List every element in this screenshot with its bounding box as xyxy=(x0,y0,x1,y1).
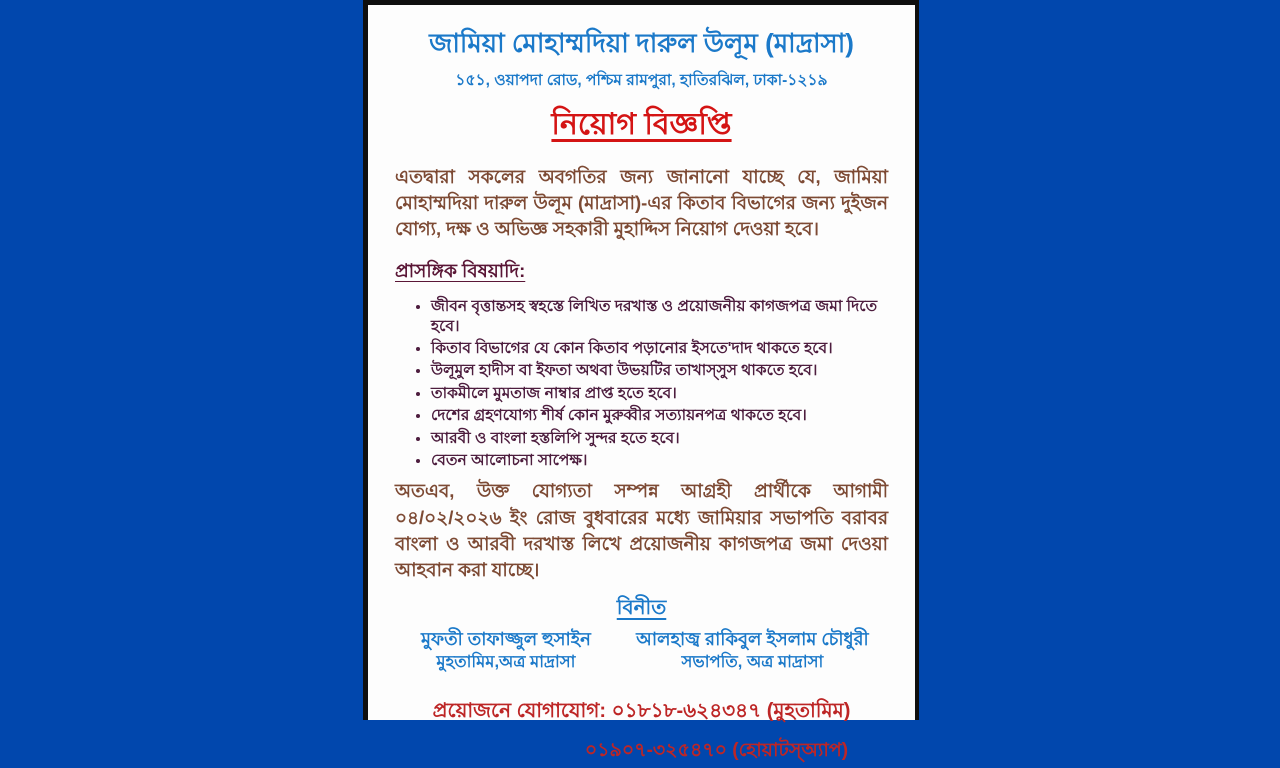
notice-title-wrap xyxy=(395,105,888,144)
salutation-wrap xyxy=(395,593,888,626)
notice-document-page xyxy=(363,0,919,762)
section-heading: প্রাসঙ্গিক বিষয়াদি: xyxy=(395,260,526,282)
signature-right xyxy=(617,628,888,673)
requirements-list xyxy=(395,297,888,470)
signature-left xyxy=(395,628,617,673)
intro-paragraph: এতদ্বারা সকলের অবগতির জন্য জানানো যাচ্ছে যে, জামিয়া মোহাম্মদিয়া দারুল উলূম (মাদ্রাসা)-এর কিতাব বিভাগের জন্য দুইজন যোগ্য, দক্ষ ও অভিজ্ঞ সহকারী মুহাদ্দিস নিয়োগ দেওয়া হবে। xyxy=(395,165,888,240)
signatory-name: আলহাজ্ব রাকিবুল ইসলাম চৌধুরী xyxy=(636,629,869,650)
requirement-item: • কিতাব বিভাগের যে কোন কিতাব পড়ানোর ইসতে'দাদ থাকতে হবে। xyxy=(431,339,888,358)
contact-line-1: প্রয়োজনে যোগাযোগ: ০১৮১৮-৬২৪৩৪৭ (মুহতামিম) xyxy=(432,700,851,723)
requirement-item: • তাকমীলে মুমতাজ নাম্বার প্রাপ্ত হতে হবে। xyxy=(431,384,888,403)
notice-title: নিয়োগ বিজ্ঞপ্তি xyxy=(551,107,732,141)
salutation: বিনীত xyxy=(616,597,667,620)
signatory-role: মুহতামিম,অত্র মাদ্রাসা xyxy=(436,652,576,671)
signatory-role: সভাপতি, অত্র মাদ্রাসা xyxy=(681,652,824,671)
contact-line-2: ০১৯০৭-৩২৫৪৭০ (হোয়াটস্অ্যাপ) xyxy=(584,740,849,762)
signatory-name: মুফতী তাফাজ্জুল হুসাইন xyxy=(420,629,591,650)
requirement-item: • উলূমুল হাদীস বা ইফতা অথবা উভয়টির তাখাস্সুস থাকতে হবে। xyxy=(431,361,888,380)
closing-paragraph: অতএব, উক্ত যোগ্যতা সম্পন্ন আগ্রহী প্রার্থীকে আগামী ০৪/০২/২০২৬ ইং রোজ বুধবারের মধ্যে জামিয়ার সভাপতি বরাবর বাংলা ও আরবী দরখাস্ত লিখে প্রয়োজনীয় কাগজপত্র জমা দেওয়া আহবান করা যাচ্ছে। xyxy=(395,480,888,581)
requirement-item: • বেতন আলোচনা সাপেক্ষ। xyxy=(431,451,888,470)
requirement-item: • জীবন বৃত্তান্তসহ স্বহস্তে লিখিত দরখাস্ত ও প্রয়োজনীয় কাগজপত্র জমা দিতে হবে। xyxy=(431,297,888,336)
requirement-item: • দেশের গ্রহণযোগ্য শীর্ষ কোন মুরুব্বীর সত্যায়নপত্র থাকতে হবে। xyxy=(431,406,888,425)
requirement-item: • আরবী ও বাংলা হস্তলিপি সুন্দর হতে হবে। xyxy=(431,429,888,448)
contact-block xyxy=(395,696,888,768)
org-address: ১৫১, ওয়াপদা রোড, পশ্চিম রামপুরা, হাতিরঝিল, ঢাকা-১২১৯ xyxy=(455,71,828,89)
org-name: জামিয়া মোহাম্মদিয়া দারুল উলূম (মাদ্রাসা) xyxy=(429,28,854,58)
signature-block xyxy=(395,628,888,673)
